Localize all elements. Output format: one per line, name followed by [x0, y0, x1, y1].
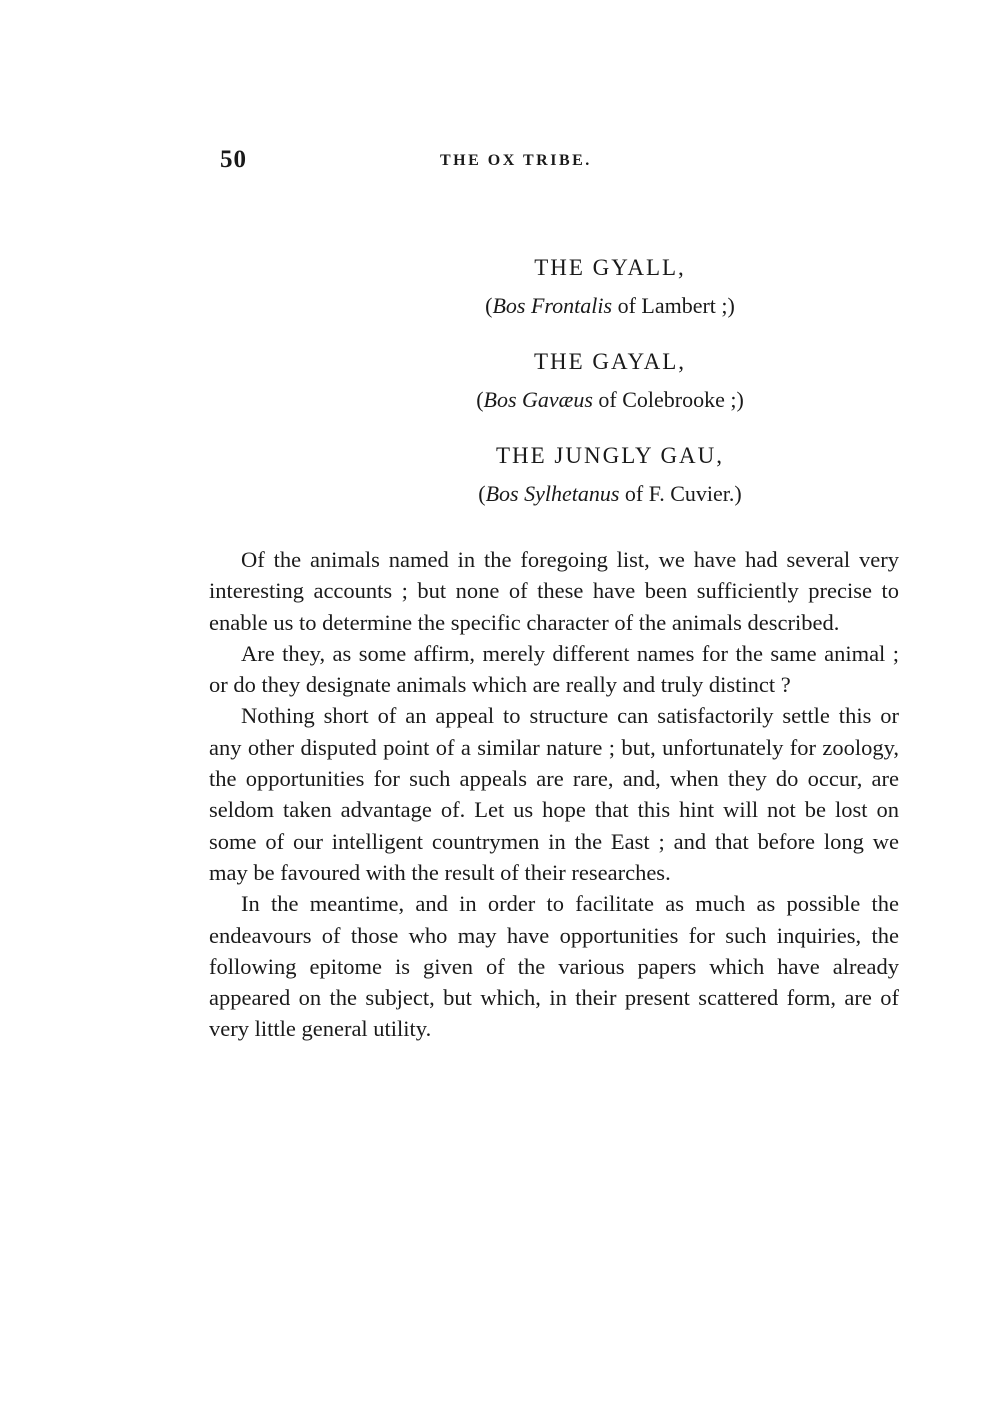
authority-text: of Colebrooke ;): [592, 387, 744, 412]
heading-subtitle-gyall: (Bos Frontalis of Lambert ;): [485, 293, 735, 318]
section-headings: [210, 250, 900, 532]
heading-title-gayal: THE GAYAL,: [533, 349, 687, 374]
authority-text: of Lambert ;): [612, 293, 735, 318]
page-number: 50: [220, 146, 247, 173]
species-name: Bos Gavæus: [483, 387, 593, 412]
species-name: Bos Sylhetanus: [485, 481, 620, 506]
heading-subtitle-jungly-gau: (Bos Sylhetanus of F. Cuvier.): [478, 481, 742, 506]
species-name: Bos Frontalis: [492, 293, 613, 318]
running-title: THE OX TRIBE.: [440, 152, 592, 169]
body-text: [209, 544, 899, 1045]
heading-subtitle-gayal: (Bos Gavæus of Colebrooke ;): [476, 387, 744, 412]
paragraph: Nothing short of an appeal to structure can satisfactorily settle this or any other disputed point of a similar nature ; but, unfortunately for zoology, the opportunities for such appeals are rare, and, when they do occur, are seldom taken advantage of. Let us hope that this hint will not be lost on some of our intelligent countrymen in the East ; and that before long we may be favoured with the result of their researches.: [209, 703, 899, 885]
paragraph: Of the animals named in the foregoing list, we have had several very interesting accounts ; but none of these have been sufficiently precise to enable us to determine the specific character of the animals described.: [209, 547, 899, 635]
paragraph: Are they, as some affirm, merely different names for the same animal ; or do they designate animals which are really and truly distinct ?: [209, 640, 899, 698]
heading-title-jungly-gau: THE JUNGLY GAU,: [495, 443, 725, 468]
authority-text: of F. Cuvier.): [619, 481, 742, 506]
paragraph: In the meantime, and in order to facilitate as much as possible the endeavours of those who may have opportunities for such inquiries, the following epitome is given of the various papers which have already appeared on the subject, but which, in their present scattered form, are of very little general utility.: [209, 891, 899, 1042]
heading-title-gyall: THE GYALL,: [534, 255, 686, 280]
